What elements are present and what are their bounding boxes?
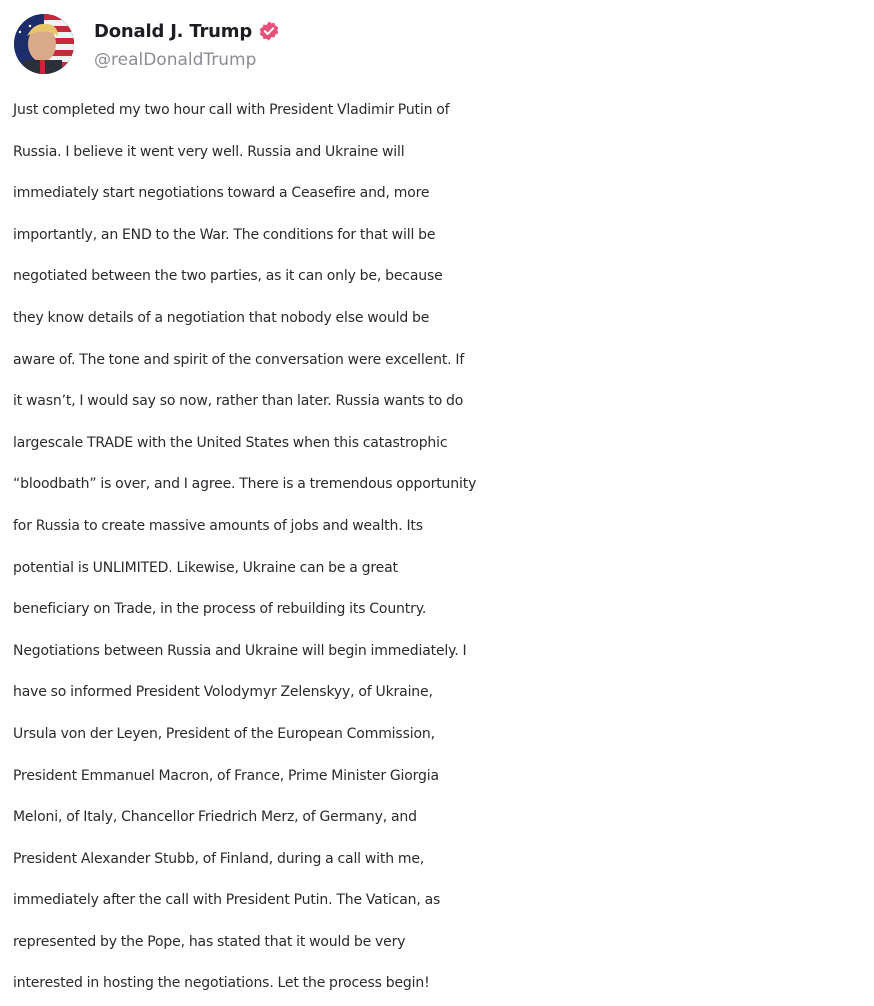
post-text-line: immediately after the call with President Putin. The Vatican, as bbox=[13, 892, 441, 909]
avatar-image bbox=[14, 14, 74, 74]
post-text-line: potential is UNLIMITED. Likewise, Ukraine can be a great bbox=[13, 559, 398, 576]
post-text-line: Ursula von der Leyen, President of the European Commission, bbox=[13, 725, 435, 742]
post-text-line: Russia. I believe it went very well. Russia and Ukraine will bbox=[13, 143, 405, 160]
post-text-line: Just completed my two hour call with President Vladimir Putin of bbox=[13, 102, 450, 118]
post-text-line: they know details of a negotiation that nobody else would be bbox=[13, 309, 430, 326]
post-body bbox=[13, 90, 873, 1005]
post-text-line: have so informed President Volodymyr Zelenskyy, of Ukraine, bbox=[13, 684, 433, 701]
post-header bbox=[14, 12, 280, 76]
post-text-line: aware of. The tone and spirit of the conversation were excellent. If bbox=[13, 351, 465, 368]
post-text-line: represented by the Pope, has stated that it would be very bbox=[13, 933, 406, 950]
post-text-line: largescale TRADE with the United States when this catastrophic bbox=[13, 434, 448, 451]
display-name-row bbox=[94, 18, 280, 44]
verified-badge-icon bbox=[258, 20, 280, 42]
post-text-line: importantly, an END to the War. The conditions for that will be bbox=[13, 226, 436, 243]
avatar[interactable] bbox=[14, 14, 74, 74]
post-text-line: immediately start negotiations toward a Ceasefire and, more bbox=[13, 185, 430, 202]
author-info bbox=[94, 18, 280, 70]
post-text-line: Meloni, of Italy, Chancellor Friedrich Merz, of Germany, and bbox=[13, 809, 417, 826]
post-text-line: President Emmanuel Macron, of France, Prime Minister Giorgia bbox=[13, 767, 439, 784]
post-text-line: negotiated between the two parties, as it can only be, because bbox=[13, 268, 443, 285]
post-text-line: Negotiations between Russia and Ukraine will begin immediately. I bbox=[13, 642, 467, 659]
post-text-line: interested in hosting the negotiations. Let the process begin! bbox=[13, 975, 430, 992]
post-text-line: for Russia to create massive amounts of jobs and wealth. Its bbox=[13, 517, 423, 534]
post-text-line: President Alexander Stubb, of Finland, during a call with me, bbox=[13, 850, 425, 867]
handle[interactable]: @realDonaldTrump bbox=[94, 50, 257, 70]
post-text-line: it wasn’t, I would say so now, rather than later. Russia wants to do bbox=[13, 393, 464, 410]
post-text-line: beneficiary on Trade, in the process of rebuilding its Country. bbox=[13, 601, 427, 618]
post-text-line: “bloodbath” is over, and I agree. There is a tremendous opportunity bbox=[13, 476, 477, 493]
display-name[interactable]: Donald J. Trump bbox=[94, 20, 253, 42]
